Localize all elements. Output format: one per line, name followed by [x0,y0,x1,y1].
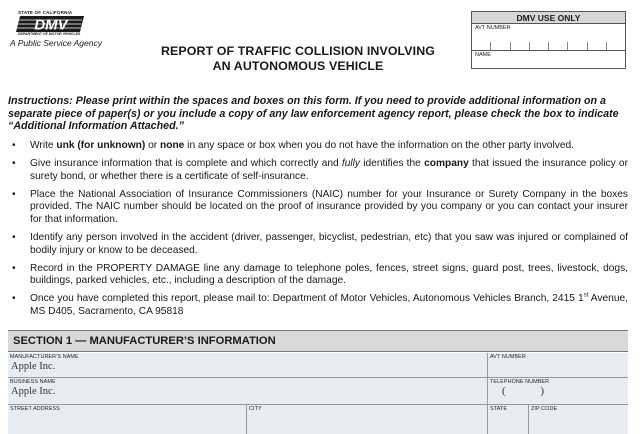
bullet-icon: • [12,293,16,305]
city-field[interactable] [246,405,487,434]
manufacturer-name-value: Apple Inc. [11,361,56,372]
list-item: • Write unk (for unknown) or none in any space or box when you do not have the information on the other party involved. [12,140,574,151]
dmv-avt-number-cells [472,42,625,50]
bullet-icon: • [12,262,16,274]
zip-code-field[interactable] [528,405,628,434]
title-line-2: AN AUTONOMOUS VEHICLE [212,59,384,73]
list-item: • Give insurance information that is complete and which correctly and fully identifies the company that issued the insurance policy or surety bond, or whether there is a certificate of self-insurance. [12,158,628,182]
dmv-logo-mark [16,16,84,32]
street-address-field[interactable] [8,405,246,434]
list-item: • Record in the PROPERTY DAMAGE line any damage to telephone poles, fences, street signs, guard post, trees, livestock, dogs, buildings, parked vehicles, etc., including a description of the damage. [12,262,628,287]
list-item: • Once you have completed this report, please mail to: Department of Motor Vehicles, Autonomous Vehicles Branch, 2415 1st Avenue, MS D405, Sacramento, CA 95818 [12,293,628,318]
bullet-icon: • [12,140,16,151]
street-address-label: STREET ADDRESS [10,406,60,412]
form-row-business [8,378,628,404]
bullet-icon: • [12,158,16,170]
page-title [142,44,454,74]
logo-agency-text: A Public Service Agency [10,38,102,48]
dmv-avt-number-label: AVT NUMBER [475,25,511,31]
dmv-box-divider [472,50,625,51]
zip-code-label: ZIP CODE [531,406,558,412]
dmv-use-only-heading: DMV USE ONLY [472,12,625,24]
instruction-bullets [8,140,628,324]
manufacturer-name-field[interactable] [8,353,487,377]
telephone-label: TELEPHONE NUMBER [490,379,550,385]
dmv-wordmark-icon [16,16,84,32]
dmv-name-label: NAME [475,52,491,58]
state-field[interactable] [487,405,528,434]
section-1-heading: SECTION 1 — MANUFACTURER’S INFORMATION [8,330,628,352]
avt-number-label: AVT NUMBER [490,354,526,360]
form-row-manufacturer [8,353,628,377]
business-name-value: Apple Inc. [11,386,56,397]
bullet-icon: • [12,188,16,200]
dmv-use-only-box [471,11,626,69]
bullet-icon: • [12,232,16,244]
avt-number-field[interactable] [487,353,628,377]
manufacturer-name-label: MANUFACTURER’S NAME [10,354,79,360]
list-item: • Identify any person involved in the accident (driver, passenger, bicyclist, pedestrian, etc) that you saw was injured or complained of bodily injury or know to be deceased. [12,232,628,256]
logo-dept-text: DEPARTMENT OF MOTOR VEHICLES [18,32,81,36]
title-line-1: REPORT OF TRAFFIC COLLISION INVOLVING [161,44,435,58]
form-row-address [8,405,628,434]
list-item: • Place the National Association of Insurance Commissioners (NAIC) number for your Insurance or Surety Company in the boxes provided. The NAIC number should be located on the proof of insurance provided by you company or you can contact your insurer for that information. [12,188,628,225]
dmv-logo [10,10,110,48]
telephone-area-code: ( ) [502,385,561,397]
instructions-text: Instructions: Please print within the spaces and boxes on this form. If you need to provide additional information on a separate piece of paper(s) or you include a copy of any law enforcement agency report, please check the box to indicate “Additional Information Attached.” [8,95,619,133]
telephone-field[interactable] [487,378,628,404]
business-name-label: BUSINESS NAME [10,379,56,385]
city-label: CITY [249,406,262,412]
state-label: STATE [490,406,508,412]
business-name-field[interactable] [8,378,487,404]
logo-dmv-text: DMV [34,16,68,32]
logo-state-text: STATE OF CALIFORNIA [18,10,73,15]
